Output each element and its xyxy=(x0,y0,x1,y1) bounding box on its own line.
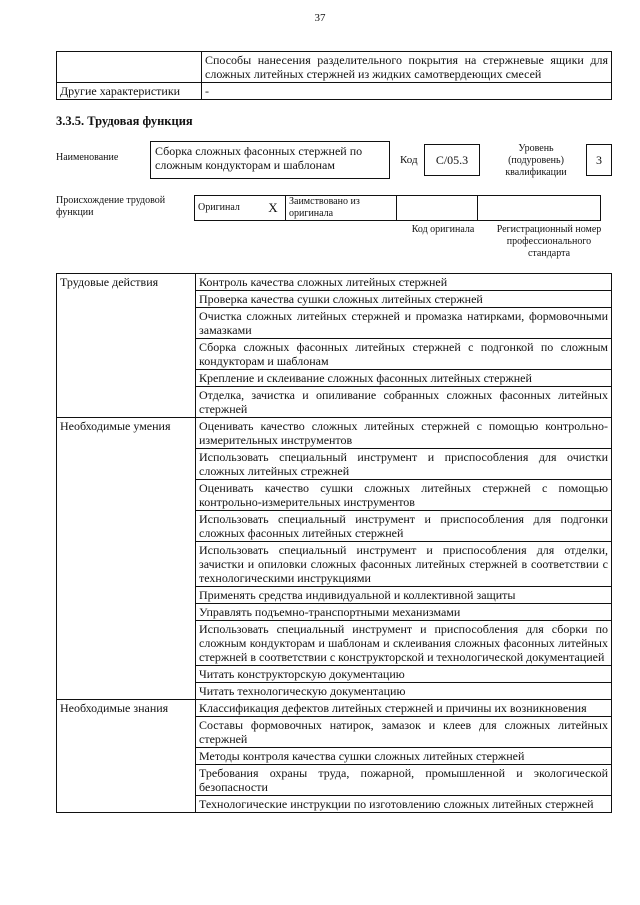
item-cell: Классификация дефектов литейных стержней и причины их возникновения xyxy=(196,700,612,717)
item-cell: Сборка сложных фасонных литейных стержней с подгонкой по сложным кондукторам и шаблонам xyxy=(196,339,612,370)
category-cell: Необходимые умения xyxy=(57,418,196,700)
level-box: 3 xyxy=(586,144,612,176)
top-table-label xyxy=(57,52,202,83)
item-cell: Управлять подъемно-транспортными механизмами xyxy=(196,604,612,621)
level-label: Уровень (подуровень) квалификации xyxy=(505,143,567,178)
code-box: C/05.3 xyxy=(424,144,480,176)
item-cell: Использовать специальный инструмент и приспособления для очистки сложных литейных стрежней xyxy=(196,449,612,480)
item-cell: Использовать специальный инструмент и приспособления для отделки, зачистки и опиловки сложных фасонных литейных стержней в соответствии с технологическими инструкциями xyxy=(196,542,612,587)
item-cell: Читать технологическую документацию xyxy=(196,683,612,700)
original-label: Оригинал xyxy=(195,196,262,221)
item-cell: Оценивать качество сложных литейных стержней с помощью контрольно-измерительных инструментов xyxy=(196,418,612,449)
code-label: Код xyxy=(400,154,418,166)
category-cell: Необходимые знания xyxy=(57,700,196,813)
table-row xyxy=(57,700,612,717)
item-cell: Методы контроля качества сушки сложных литейных стержней xyxy=(196,748,612,765)
item-cell: Отделка, зачистка и опиливание собранных сложных фасонных литейных стержней xyxy=(196,387,612,418)
item-cell: Проверка качества сушки сложных литейных стержней xyxy=(196,291,612,308)
labor-function-table xyxy=(56,273,612,813)
table-row xyxy=(195,196,601,221)
page-number: 37 xyxy=(314,12,326,24)
code-original-label: Код оригинала xyxy=(411,224,475,235)
item-cell: Оценивать качество сушки сложных литейных стержней с помощью контрольно-измерительных инструментов xyxy=(196,480,612,511)
origin-label: Происхождение трудовой функции xyxy=(56,195,166,218)
item-cell: Контроль качества сложных литейных стержней xyxy=(196,274,612,291)
table-row xyxy=(57,274,612,291)
item-cell: Использовать специальный инструмент и приспособления для сборки по сложным кондукторам и шаблонам и склеивания сложных фасонных литейных стержней в соответствии с конструкторской и технологической документацией xyxy=(196,621,612,666)
table-row xyxy=(57,83,612,100)
item-cell: Применять средства индивидуальной и коллективной защиты xyxy=(196,587,612,604)
name-label: Наименование xyxy=(56,152,119,163)
item-cell: Составы формовочных натирок, замазок и клеев для сложных литейных стержней xyxy=(196,717,612,748)
item-cell: Требования охраны труда, пожарной, промышленной и экологической безопасности xyxy=(196,765,612,796)
reg-number-cell xyxy=(478,196,601,221)
top-continuation-table xyxy=(56,51,612,100)
code-original-cell xyxy=(397,196,478,221)
original-mark: X xyxy=(261,196,286,221)
reg-number-label: Регистрационный номер профессионального стандарта xyxy=(496,224,602,259)
top-table-value: - xyxy=(202,83,612,100)
top-table-value: Способы нанесения разделительного покрытия на стержневые ящики для сложных литейных стержней из жидких самотвердеющих смесей xyxy=(202,52,612,83)
top-table-label: Другие характеристики xyxy=(57,83,202,100)
function-name-box: Сборка сложных фасонных стержней по сложным кондукторам и шаблонам xyxy=(150,141,390,179)
item-cell: Технологические инструкции по изготовлению сложных литейных стержней xyxy=(196,796,612,813)
item-cell: Читать конструкторскую документацию xyxy=(196,666,612,683)
category-cell: Трудовые действия xyxy=(57,274,196,418)
section-title: 3.3.5. Трудовая функция xyxy=(56,114,193,128)
origin-table xyxy=(194,195,601,221)
item-cell: Очистка сложных литейных стержней и промазка натирками, формовочными замазками xyxy=(196,308,612,339)
table-row xyxy=(57,52,612,83)
table-row xyxy=(57,418,612,449)
item-cell: Крепление и склеивание сложных фасонных литейных стержней xyxy=(196,370,612,387)
item-cell: Использовать специальный инструмент и приспособления для подгонки сложных фасонных литейных стержней xyxy=(196,511,612,542)
borrowed-label: Заимствовано из оригинала xyxy=(286,196,397,221)
